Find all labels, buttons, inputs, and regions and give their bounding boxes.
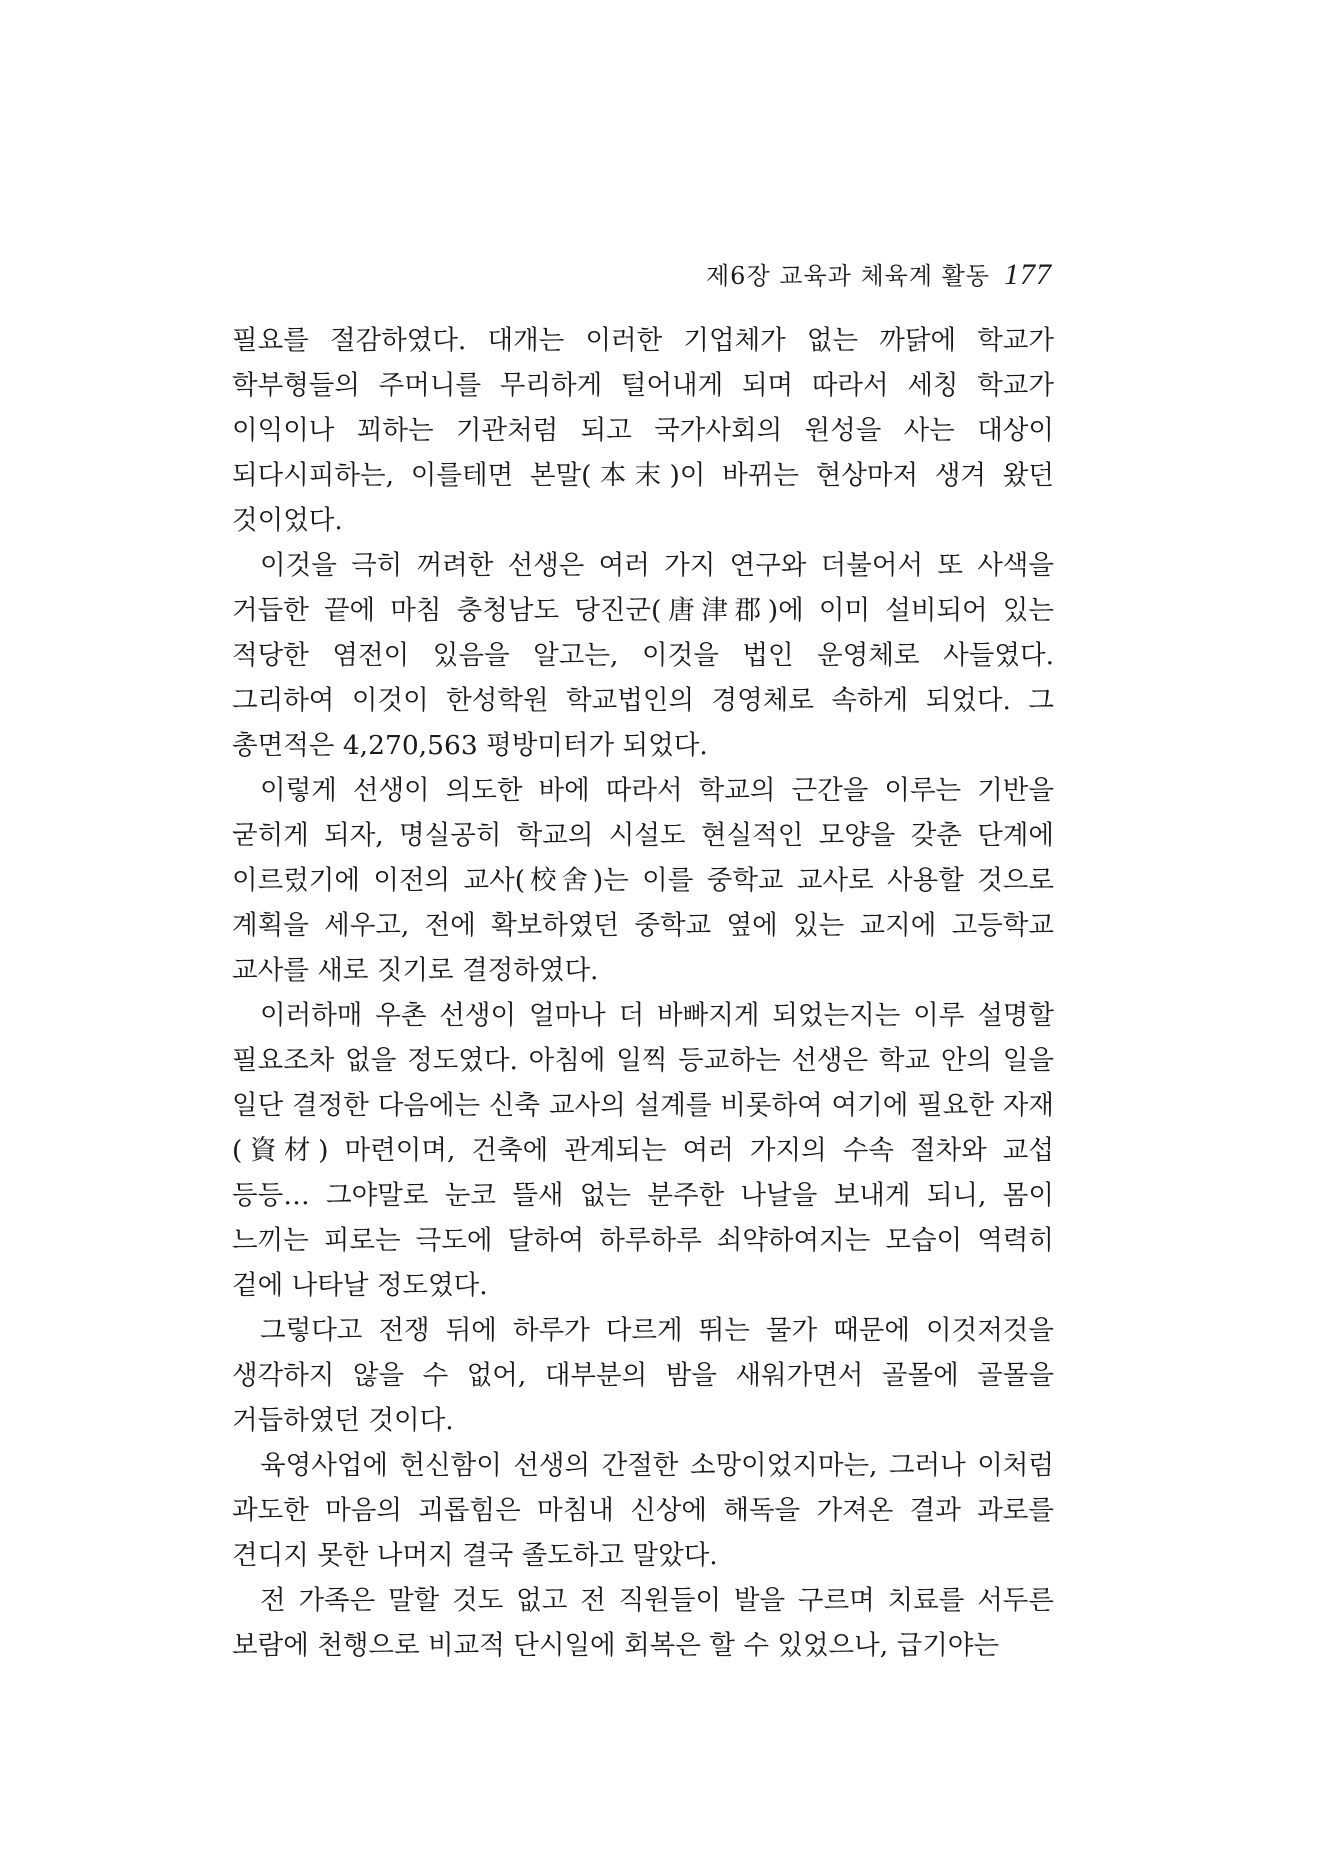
page-number: 177 [1004,258,1052,291]
paragraph: 육영사업에 헌신함이 선생의 간절한 소망이었지마는, 그러나 이처럼 과도한 마음의 괴롭힘은 마침내 신상에 해독을 가져온 결과 과로를 견디지 못한 나머지 결국 졸도하고 말았다. [232,1450,1054,1571]
paragraph: 필요를 절감하였다. 대개는 이러한 기업체가 없는 까닭에 학교가 학부형들의 주머니를 무리하게 털어내게 되며 따라서 세칭 학교가 이익이나 꾀하는 기관처럼 되고 국가사회의 원성을 사는 대상이 되다시피하는, 이를테면 본말(本末)이 바뀌는 현상마저 생겨 왔던 것이었다. [232,325,1054,536]
paragraph: 이렇게 선생이 의도한 바에 따라서 학교의 근간을 이루는 기반을 굳히게 되자, 명실공히 학교의 시설도 현실적인 모양을 갖춘 단계에 이르렀기에 이전의 교사(校舍)는 이를 중학교 교사로 사용할 것으로 계획을 세우고, 전에 확보하였던 중학교 옆에 있는 교지에 고등학교 교사를 새로 짓기로 결정하였다. [232,775,1054,986]
paragraph: 이러하매 우촌 선생이 얼마나 더 바빠지게 되었는지는 이루 설명할 필요조차 없을 정도였다. 아침에 일찍 등교하는 선생은 학교 안의 일을 일단 결정한 다음에는 신축 교사의 설계를 비롯하여 여기에 필요한 자재(資材) 마련이며, 건축에 관계되는 여러 가지의 수속 절차와 교섭 등등… 그야말로 눈코 뜰새 없는 분주한 나날을 보내게 되니, 몸이 느끼는 피로는 극도에 달하여 하루하루 쇠약하여지는 모습이 역력히 겉에 나타날 정도였다. [232,1000,1054,1301]
running-header [0,256,1052,292]
paragraph: 전 가족은 말할 것도 없고 전 직원들이 발을 구르며 치료를 서두른 보람에 천행으로 비교적 단시일에 회복은 할 수 있었으나, 급기야는 [232,1585,1054,1661]
body-text [232,318,1054,1668]
paragraph: 이것을 극히 꺼려한 선생은 여러 가지 연구와 더불어서 또 사색을 거듭한 끝에 마침 충청남도 당진군(唐津郡)에 이미 설비되어 있는 적당한 염전이 있음을 알고는, 이것을 법인 운영체로 사들였다. 그리하여 이것이 한성학원 학교법인의 경영체로 속하게 되었다. 그 총면적은 4,270,563 평방미터가 되었다. [232,550,1054,761]
chapter-title: 제6장 교육과 체육계 활동 [706,262,990,290]
paragraph: 그렇다고 전쟁 뒤에 하루가 다르게 뛰는 물가 때문에 이것저것을 생각하지 않을 수 없어, 대부분의 밤을 새워가면서 골몰에 골몰을 거듭하였던 것이다. [232,1315,1054,1436]
